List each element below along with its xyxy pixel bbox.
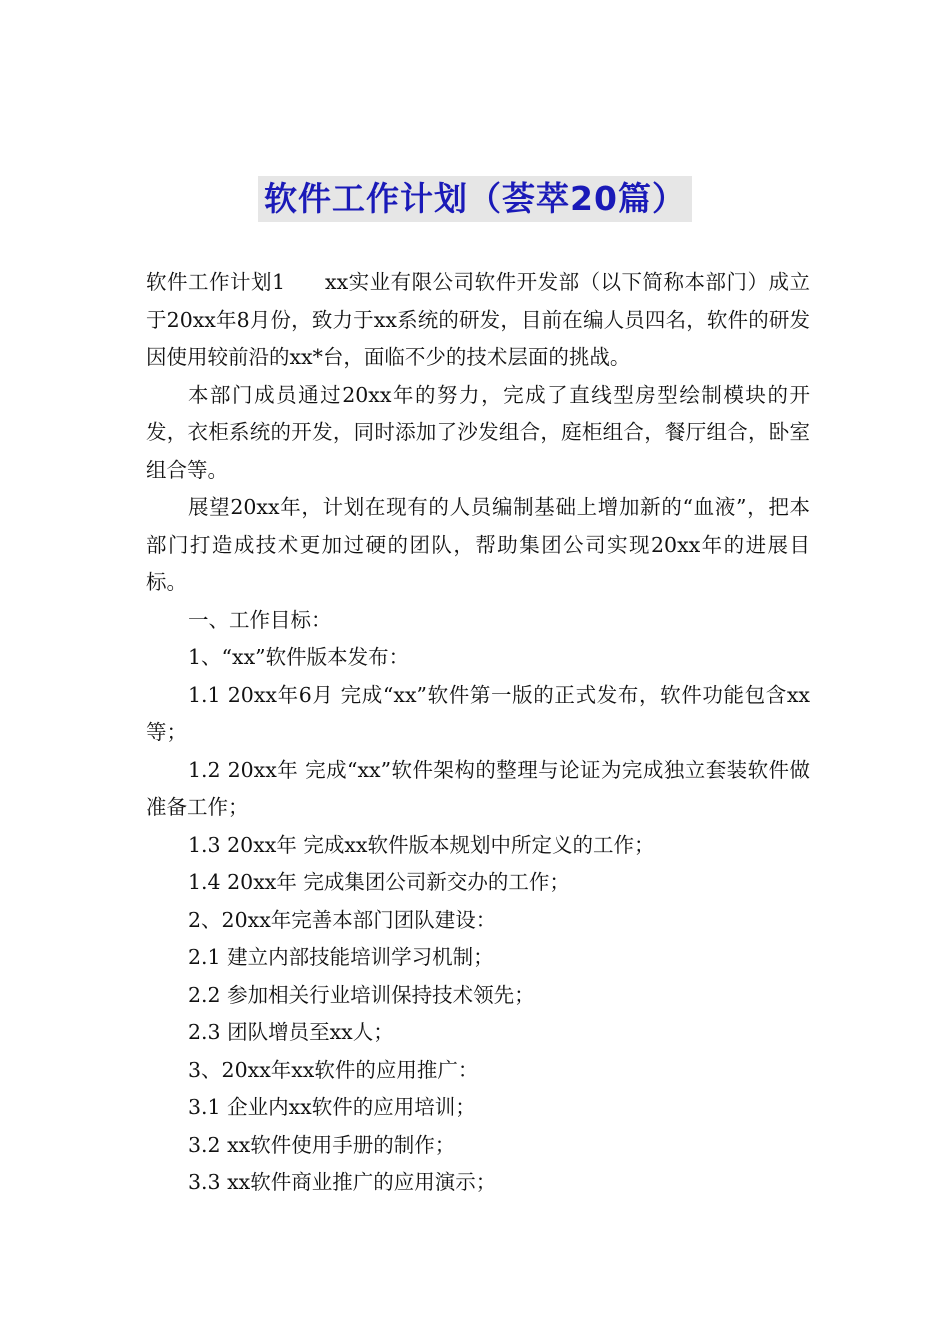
item-1-2: 1.2 20xx年 完成“xx”软件架构的整理与论证为完成独立套装软件做准备工作； <box>146 757 810 819</box>
item-2: 2、20xx年完善本部门团队建设： <box>188 907 497 932</box>
item-1: 1、“xx”软件版本发布： <box>188 645 410 669</box>
item-1-3: 1.3 20xx年 完成xx软件版本规划中所定义的工作； <box>188 832 655 857</box>
heading-work-goals: 一、工作目标： <box>188 607 332 632</box>
document-body <box>146 264 810 1202</box>
intro-text: xx实业有限公司软件开发部（以下简称本部门）成立于20xx年8月份，致力于xx系统的研发，目前在编人员四名，软件的研发因使用较前沿的xx*台，面临不少的技术层面的挑战。 <box>146 270 811 369</box>
item-3-3: 3.3 xx软件商业推广的应用演示； <box>188 1170 497 1194</box>
item-1-1: 1.1 20xx年6月 完成“xx”软件第一版的正式发布，软件功能包含xx等； <box>146 682 810 744</box>
paragraph-intro <box>146 264 810 377</box>
item-2-3: 2.3 团队增员至xx人； <box>188 1020 394 1044</box>
paragraph-achievements: 本部门成员通过20xx年的努力，完成了直线型房型绘制模块的开发，衣柜系统的开发，同时添加了沙发组合，庭柜组合，餐厅组合，卧室组合等。 <box>146 382 810 482</box>
item-2-2: 2.2 参加相关行业培训保持技术领先； <box>188 982 535 1007</box>
item-3-2: 3.2 xx软件使用手册的制作； <box>188 1132 456 1157</box>
item-2-1: 2.1 建立内部技能培训学习机制； <box>188 945 494 969</box>
document-title: 软件工作计划（荟萃20篇） <box>258 176 692 222</box>
paragraph-outlook: 展望20xx年，计划在现有的人员编制基础上增加新的“血液”，把本部门打造成技术更加过硬的团队，帮助集团公司实现20xx年的进展目标。 <box>146 495 810 594</box>
title-container <box>0 176 950 222</box>
item-3-1: 3.1 企业内xx软件的应用培训； <box>188 1095 476 1119</box>
item-3: 3、20xx年xx软件的应用推广： <box>188 1057 479 1082</box>
item-1-4: 1.4 20xx年 完成集团公司新交办的工作； <box>188 870 570 894</box>
section-heading-plan-1: 软件工作计划1 <box>146 270 286 294</box>
